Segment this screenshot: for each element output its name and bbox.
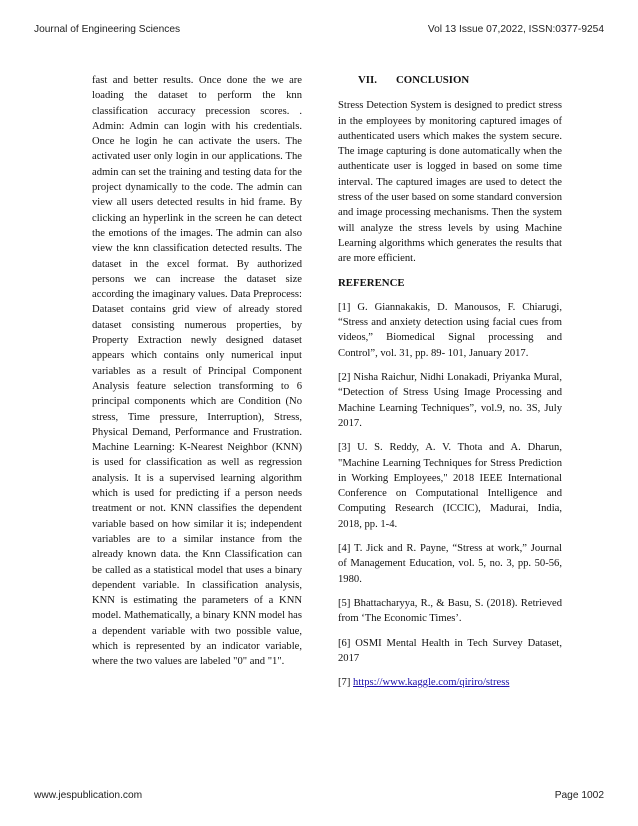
left-column [92,73,302,670]
reference-item-1: [1] G. Giannakakis, D. Manousos, F. Chiarugi, “Stress and anxiety detection using facial cues from videos,” Biomedical Signal processing and Control”, vol. 31, pp. 89- 101, January 2017. [338,301,562,359]
conclusion-paragraph: Stress Detection System is designed to predict stress in the employees by monitoring captured images of authenticated users which makes the system secure. The image capturing is done automatically when the authenticate user is logged in based on some time interval. The captured images are used to detect the stress of the user based on some standard conversion and image processing mechanisms. Then the system will analyze the stress levels by using Machine Learning algorithms which generates the results that are more efficient. [338,100,562,265]
section-number: VII. [358,74,377,86]
reference-item-4: [4] T. Jick and R. Payne, “Stress at work,” Journal of Management Education, vol. 5, no. 3, pp. 50-56, 1980. [338,543,562,585]
reference-item-2: [2] Nisha Raichur, Nidhi Lonakadi, Priyanka Mural, “Detection of Stress Using Image Processing and Machine Learning Techniques”, vol.9, no. 3S, July 2017. [338,372,562,429]
reference-number: [7] [338,677,351,689]
reference-item-7 [338,675,562,690]
right-column [338,73,562,699]
kaggle-dataset-link[interactable]: https://www.kaggle.com/qiriro/stress [353,677,510,689]
reference-item-6: [6] OSMI Mental Health in Tech Survey Dataset, 2017 [338,637,562,664]
issue-info: Vol 13 Issue 07,2022, ISSN:0377-9254 [427,24,604,35]
body-paragraph: fast and better results. Once done the we are loading the dataset to perform the knn classification accuracy precession scores. . Admin: Admin can login with his credentials. Once he login he can activate the users. The activated user only login in our applications. The admin can set the training and testing data for the project dynamically to the code. The admin can view all users detected results in hid frame. By clicking an hyperlink in the screen he can detect the emotions of the images. The admin can also view the knn classification detected results. The dataset in the excel format. By authorized persons we can increase the dataset size according the imaginary values. Data Preprocess: Dataset contains grid view of already stored dataset consisting numerous properties, by Property Extraction newly designed dataset appears which contains only numerical input variables as a result of Principal Component Analysis feature selection transforming to 6 principal components which are Condition (No stress, Time pressure, Interruption), Stress, Physical Demand, Performance and Frustration. Machine Learning: K-Nearest Neighbor (KNN) is used for classification as well as regression analysis. It is a supervised learning algorithm which is used for predicting if a person needs treatment or not. KNN classifies the dependent variable based on how similar it is; independent variables are to a similar instance from the already known data. the Knn Classification can be called as a statistical model that uses a binary dependent variable. In classification analysis, KNN is estimating the parameters of a KNN model. Mathematically, a binary KNN model has a dependent variable with two possible value, which is represented by an indicator variable, where the two values are labeled "0" and "1". [92,75,302,668]
reference-item-5: [5] Bhattacharyya, R., & Basu, S. (2018). Retrieved from ‘The Economic Times’. [338,597,562,625]
publisher-website: www.jespublication.com [34,790,143,801]
conclusion-heading [358,73,562,88]
section-title: CONCLUSION [396,74,470,86]
reference-heading: REFERENCE [338,276,405,289]
page-number: Page 1002 [554,790,604,801]
reference-item-3: [3] U. S. Reddy, A. V. Thota and A. Dharun, "Machine Learning Techniques for Stress Prediction in Working Employees," 2018 IEEE International Conference on Computational Intelligence and Computing Research (ICCIC), Madurai, India, 2018, pp. 1-4. [338,442,562,530]
journal-name: Journal of Engineering Sciences [34,24,181,35]
